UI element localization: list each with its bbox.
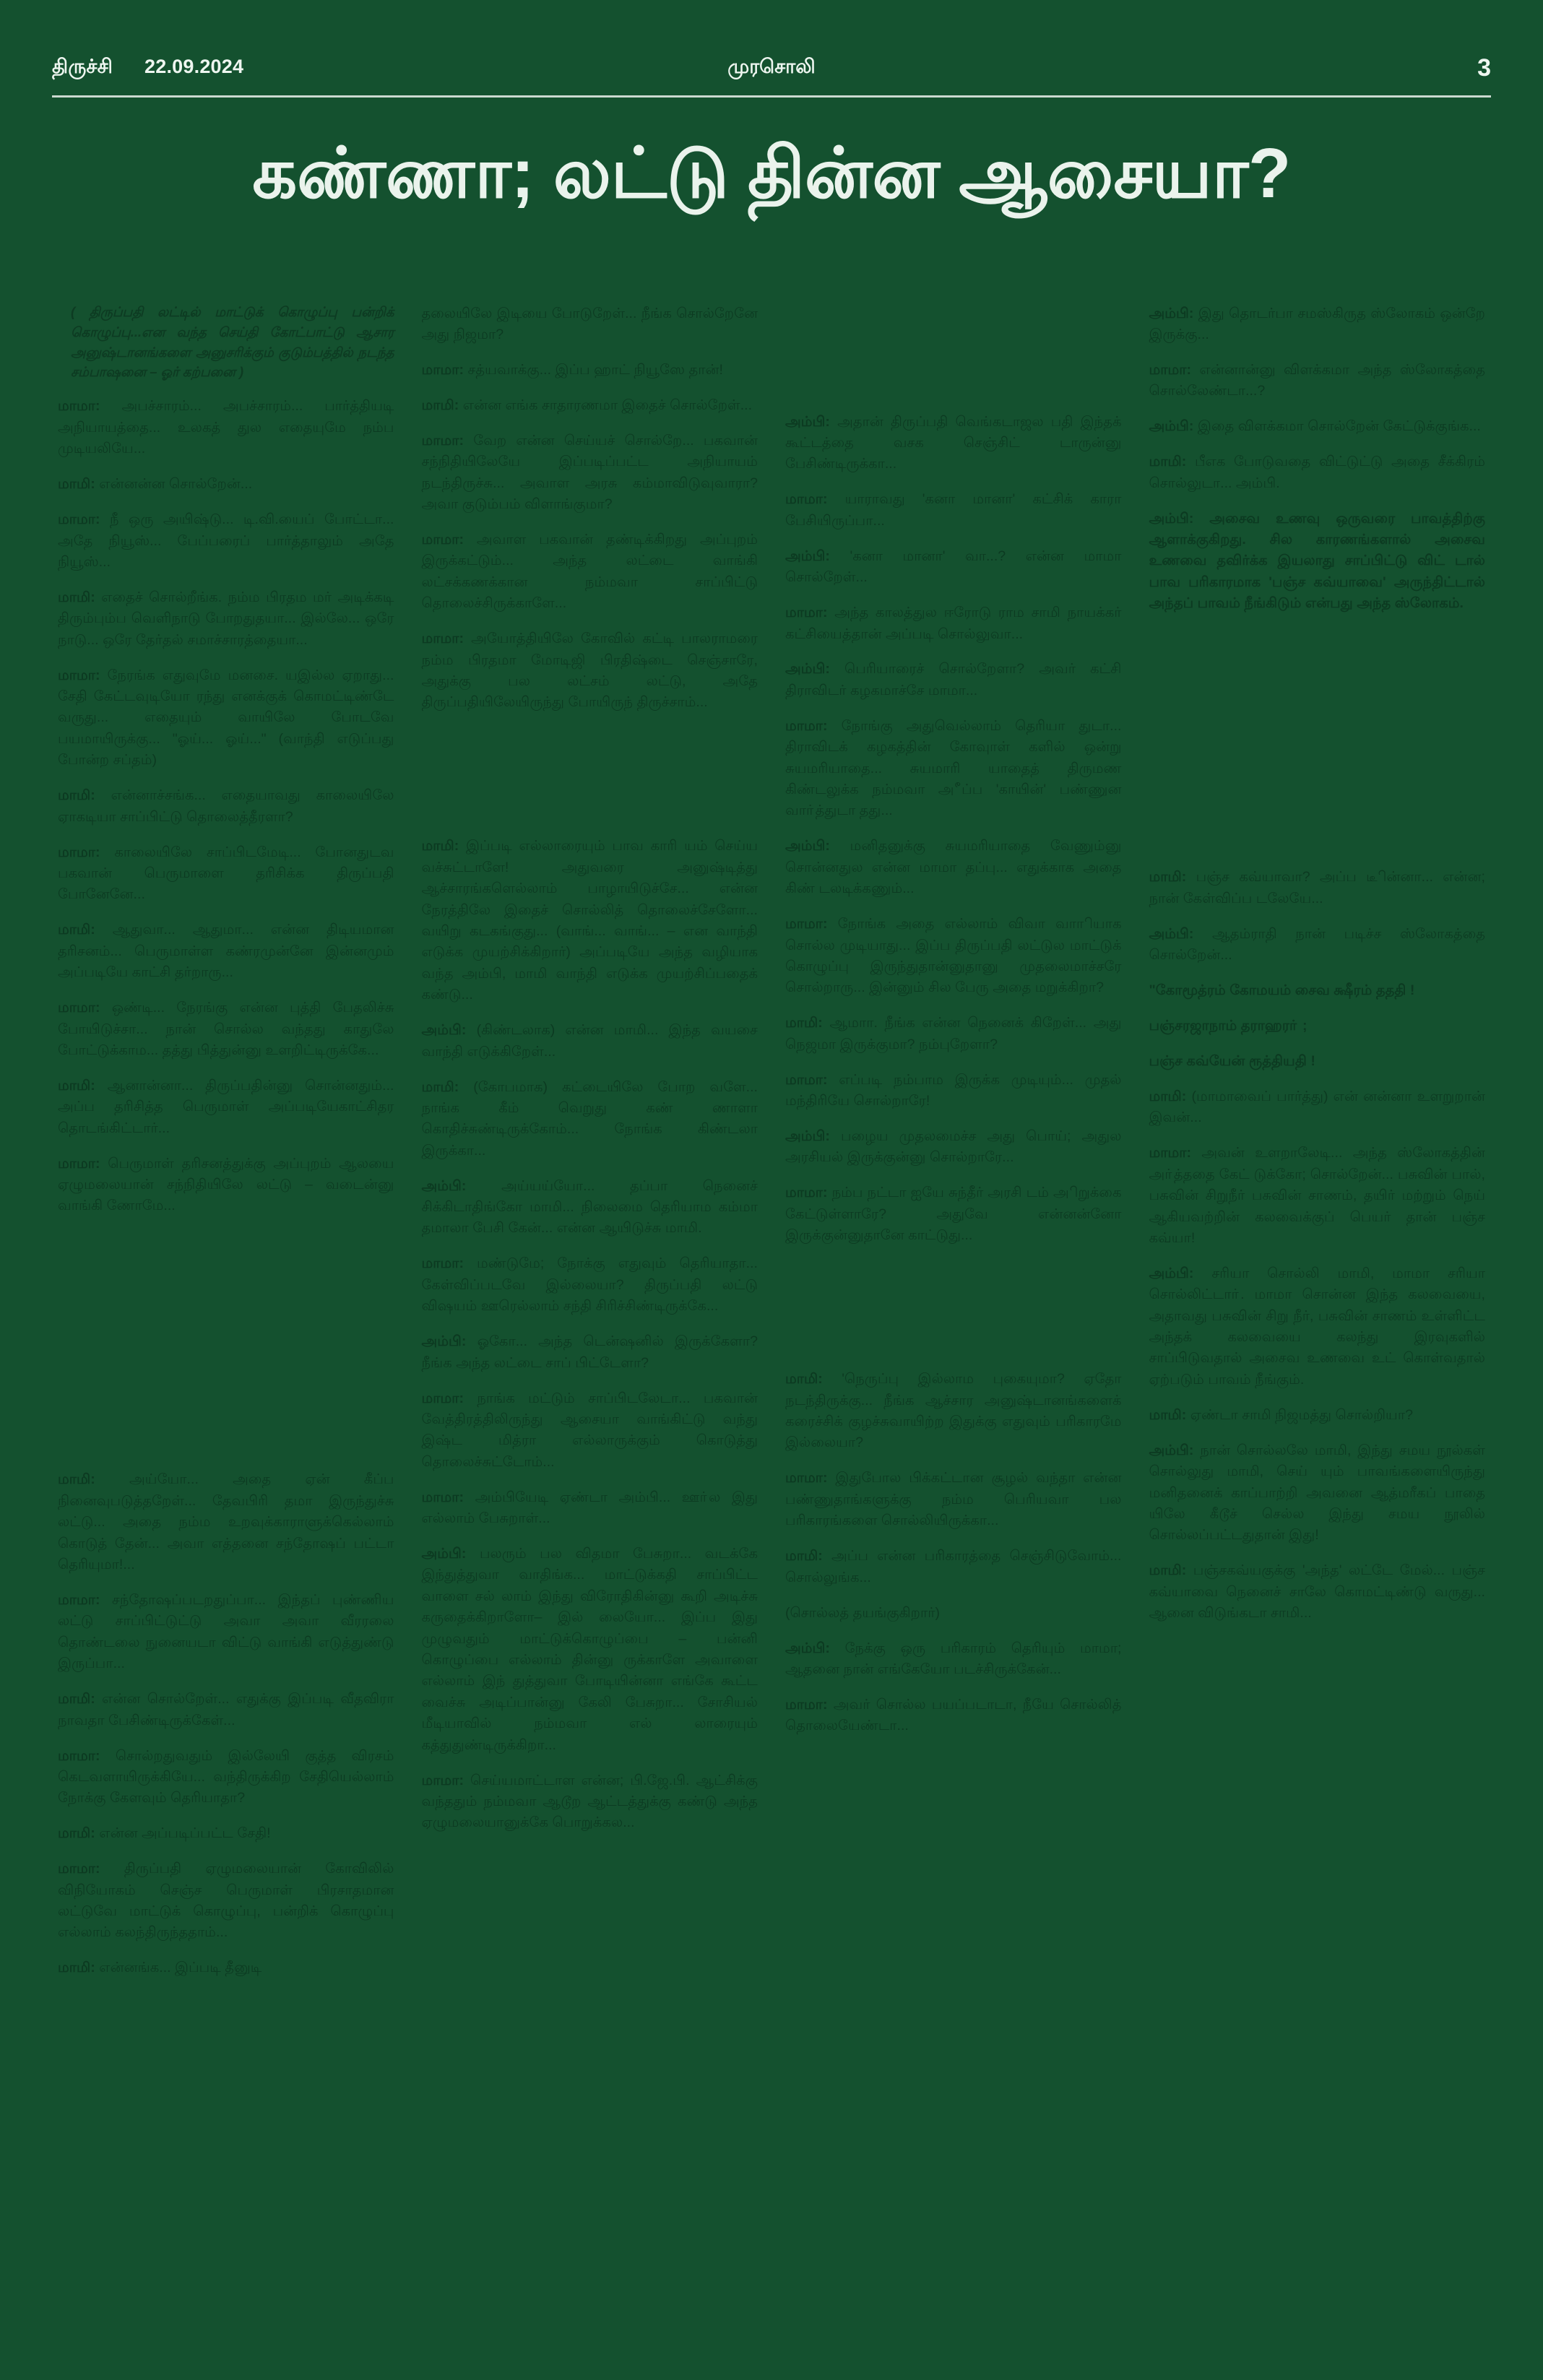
dialogue-text: நேரங்க எதுவுமே மனசை. யஇல்ல ஏறாது... சேதி கேட்டவுடியோ ரந்து எனக்குக் கொமட்டிண்டே வருது... எதையும் வாயிலே போடவே பயமாயிருக்கு... "ஓய்... ஓய்..." (வாந்தி எடுப்பது போன்ற சப்தம்) xyxy=(58,667,394,769)
text-column xyxy=(785,289,1122,2351)
dialogue-speaker: அம்பி: xyxy=(421,1546,467,1562)
dialogue-line xyxy=(785,1468,1122,1531)
dialogue-line xyxy=(785,489,1122,532)
dialogue-speaker: மாமா: xyxy=(421,1390,464,1406)
dialogue-line xyxy=(1149,509,1486,615)
masthead-divider xyxy=(52,95,1491,98)
dialogue-speaker: அம்பி: xyxy=(1149,925,1194,942)
dialogue-line xyxy=(1149,1405,1486,1426)
dialogue-text: எதைச் சொல்றீங்க. நம்ம பிரதம மர் அடிக்கடி திரும்பும்ப வெளிநாடு போறதுதயா... இல்லே... ஒரே நாடு... ஒரே தேர்தல் சமாச்சாரத்தையா... xyxy=(58,589,394,648)
article-columns xyxy=(58,289,1485,2351)
dialogue-speaker: மாமி: xyxy=(58,1077,95,1094)
dialogue-speaker: மாமி: xyxy=(1149,869,1187,886)
dialogue-line xyxy=(58,1858,394,1944)
dialogue-text: இது தொடர்பா சமஸ்கிருத ஸ்லோகம் ஒன்றே இருக்கு... xyxy=(1149,305,1485,342)
dialogue-line xyxy=(58,998,394,1061)
dialogue-speaker: மாமி: xyxy=(421,397,459,413)
dialogue-text: சந்தோஷப்படறதுப்பா... இந்தப் புண்ணிய லட்டு சாப்பிட்டுட்டு அவா அவா வீரரலை தொண்டலை நுனையடா விட்டு வாங்கி எடுத்துண்டு இருப்பா... xyxy=(58,1592,394,1672)
dialogue-speaker: மாமா: xyxy=(58,1592,100,1608)
dialogue-text: வேற என்ன செய்யச் சொல்றே... பகவான் சந்நிதியிலேயே இப்படிப்பட்ட அநியாயம் நடந்திருச்சு... அவாள அரசு கம்மாவிடுவுவாரா? அவா குடும்பம் விளாங்குமா? xyxy=(421,432,758,513)
dialogue-speaker: அம்பி: xyxy=(1149,1265,1194,1281)
dialogue-text: அய்யோ... அதை ஏன் கீப்ப நினைவுபடுத்தறேள்... தேவபிரி தமா இருந்துச்சு லட்டு... அதை நம்ம உறவுக்காராளுக்கெல்லாம் கொடுத் தேன்... அவா எத்தனை சந்தோஷப் பட்டா தெரியுமா!... xyxy=(58,1471,394,1573)
dialogue-line xyxy=(58,587,394,651)
dialogue-text: என்ன சொல்றேள்... எதுக்கு இப்படி வீதவிரா நாவதா பேசிண்டிருக்கேள்... xyxy=(58,1691,394,1728)
dialogue-line xyxy=(785,1182,1122,1246)
dialogue-text: திருப்பதி ஏழுமலையான் கோவிலில் விநியோகம் செஞ்ச பெருமாள் பிரசாதமான லட்டுவே மாட்டுக் கொழுப்பு, பன்றிக் கொழுப்பு எல்லாம் கலந்திருந்ததாம்... xyxy=(58,1861,394,1941)
dialogue-text: பழைய முதலமைச்ச அது பொய்; அதுல அரசியல் இருக்குன்னு சொல்றாரே... xyxy=(785,1128,1122,1166)
dialogue-line xyxy=(58,1469,394,1575)
dialogue-line xyxy=(1149,303,1486,346)
article-intro-note: ( திருப்பதி லட்டில் மாட்டுக் கொழுப்பு பன்றிக் கொழுப்பு...என வந்த செய்தி கோட்பாட்டு ஆசார அனுஷ்டானங்களை அனுசரிக்கும் குடும்பத்தில் நடந்த சம்பாஷனை – ஓர் கற்பனை ) xyxy=(71,304,394,380)
dialogue-speaker: மாமா: xyxy=(58,398,100,415)
dialogue-line xyxy=(1149,867,1486,909)
dialogue-line xyxy=(58,1957,394,1978)
sanskrit-verse-line: பஞ்ச கவ்யேன் ரூத்தியதி ! xyxy=(1149,1052,1315,1069)
dialogue-line xyxy=(58,1746,394,1809)
dialogue-line xyxy=(1149,1086,1486,1129)
dialogue-speaker: மாமா: xyxy=(785,1071,828,1088)
column-spacer xyxy=(1149,615,1486,853)
dialogue-line xyxy=(1149,451,1486,494)
dialogue-speaker: அம்பி: xyxy=(785,1640,830,1656)
edition-name: திருச்சி xyxy=(52,55,113,77)
dialogue-line xyxy=(1149,1440,1486,1546)
dialogue-speaker: மாமி: xyxy=(58,787,95,804)
dialogue-line xyxy=(785,1638,1122,1681)
dialogue-text: என்னாச்சங்க... எதையாவது காலையிலே ஏாகடியா சாப்பிட்டு தொலைத்தீரளா? xyxy=(58,787,394,825)
dialogue-speaker: மாமா: xyxy=(785,717,828,734)
dialogue-line xyxy=(422,1770,758,1834)
dialogue-speaker: மாமா: xyxy=(421,1772,464,1788)
dialogue-speaker: அம்பி: xyxy=(785,413,830,430)
dialogue-line xyxy=(785,716,1122,822)
dialogue-line xyxy=(58,842,394,906)
dialogue-text: அந்த காலத்துல ஈரோடு ராம சாமி நாயக்கர் கட்சியைத்தான் அப்படி சொல்லுவா... xyxy=(785,605,1122,642)
sanskrit-verse-line: பஞ்சரஜாநாம் தராஹரா் ; xyxy=(1149,1017,1308,1034)
dialogue-text: ஆனான்னா... திருப்பதின்னு சொன்னதும்... அப்ப தரிசித்த பெருமாள் அப்படியேகாட்சிதர தொடங்கிட்டார்... xyxy=(58,1077,394,1136)
dialogue-text: எப்படி நம்பாம இருக்க முடியும்... முதல் மந்திரியே சொல்றாரே! xyxy=(785,1071,1122,1109)
dialogue-text: ஏண்டா சாமி நிஜமத்து சொல்றியா? xyxy=(1190,1406,1413,1423)
dialogue-line xyxy=(422,1020,758,1063)
dialogue-line xyxy=(785,659,1122,701)
dialogue-text: மண்டுமே; நோக்கு எதுவும் தெரியாதா... கேள்விப்படவே இல்லையா? திருப்பதி லட்டு விஷயம் ஊரெல்லாம் சந்தி சிரிச்சிண்டிருக்கே... xyxy=(421,1255,758,1315)
dialogue-line xyxy=(58,509,394,573)
dialogue-speaker: மாமா: xyxy=(1149,1145,1192,1161)
dialogue-line xyxy=(785,1369,1122,1454)
dialogue-line xyxy=(58,665,394,771)
dialogue-line xyxy=(785,546,1122,589)
dialogue-speaker: மாமா: xyxy=(58,1155,100,1172)
sanskrit-verse-line: "கோமூத்ரம் கோமயம் சைவ க்ஷீரம் தததி ! xyxy=(1149,982,1415,998)
dialogue-speaker: மாமி: xyxy=(58,476,95,493)
dialogue-text: அவன் உளறாலேடி... அந்த ஸ்லோகத்தின் அா்த்ததை கேட் டுக்கோ; சொல்றேன்... பசுவின் பால், பசுவின் சிறுநீர் பசுவின் சாணம், தயிர் மற்றும் நெய் ஆகியவற்றின் கலவைக்குப் பெயர் தான் பஞ்ச கவ்யா! xyxy=(1149,1145,1485,1246)
dialogue-line xyxy=(785,412,1122,475)
dialogue-text: பெரியாரைச் சொல்றேளா? அவர் கட்சி திராவிடர் கழகமாச்சே மாமா... xyxy=(785,661,1122,698)
dialogue-speaker: மாமா: xyxy=(1149,361,1192,378)
dialogue-speaker: மாமி: xyxy=(1149,1406,1187,1423)
dialogue-speaker: மாமா: xyxy=(785,491,828,508)
dialogue-text: அய்யய்யோ... தப்பா நெனைச் சிக்கிடாதிங்கோ மாமி... நிலைமை தெரியாம கம்மா தமாலா பேசி கேன்... என்ன ஆயிடுச்சு மாமி. xyxy=(421,1177,758,1237)
dialogue-speaker: அம்பி: xyxy=(421,1022,467,1039)
dialogue-line xyxy=(58,785,394,828)
dialogue-text: அபச்சாரம்... அபச்சாரம்... பார்த்தியடி அநியாயத்தை... உலகத் துல எதையுமே நம்ப முடியலியே... xyxy=(58,398,394,457)
dialogue-text: (கோபமாக) கட்டையிலே போற வளே... நாங்க கீம் வெறுது கண் ணாளா கொதிச்சுண்டிருக்கோம்... நோங்க கிண்டலா இருக்கா... xyxy=(421,1078,758,1159)
dialogue-speaker: அம்பி: xyxy=(785,1128,830,1145)
dialogue-text: என்ன எங்க சாதாரணமா இதைச் சொல்றேள்... xyxy=(462,397,753,413)
dialogue-text: ஆதுவா... ஆதுமா... என்ன திடியமான தரிசனம்... பெருமாள்ள கண்ரமுன்னே இன்னமும் அப்படியே காட்சி தர்றாரு... xyxy=(58,922,394,981)
dialogue-line xyxy=(1149,416,1486,437)
dialogue-speaker: மாமா: xyxy=(785,1185,828,1201)
dialogue-line xyxy=(785,1603,1122,1624)
dialogue-speaker: மாமி: xyxy=(1149,1088,1187,1104)
dialogue-speaker: மாமி: xyxy=(1149,1562,1187,1579)
dialogue-text: இப்படி எல்லாரையும் பாவ காரி யம் செய்ய வச்சுட்டாளே! அதுவரை அனுஷ்டித்து ஆச்சாரங்களெல்லாம் பாழாயிடுச்சே... என்ன நேரத்திலே இதைச் சொல்லித் தொலைச்சேளோ... வயிறு கடகங்குது... (வாங்... வாங்... – என வாந்தி எடுக்க முயற்சிக்கிறார்) அப்படியே அந்த வழியாக வந்த அம்பி, மாமி வாந்தி எடுக்க முயற்சிப்பதைக் கண்டு... xyxy=(421,838,758,1003)
dialogue-text: ஒண்டி... நேரங்கு என்ன புத்தி பேதலிச்சு போயிடுச்சா... நான் சொல்ல வந்தது காதுலே போட்டுக்காம... தத்து பித்துன்னு உளறிட்டிருக்கே... xyxy=(58,1000,394,1058)
dialogue-line xyxy=(785,836,1122,899)
dialogue-text: இதுபோல பிக்கட்டான சூழல் வந்தா என்ன பண்ணுதாங்களுக்கு நம்ம பெரியவா பல பரிகாரங்களை சொல்லியிருக்கா... xyxy=(785,1470,1122,1529)
dialogue-speaker: அம்பி: xyxy=(785,548,830,564)
dialogue-line xyxy=(1149,1143,1486,1249)
dialogue-text: நம்ப நட்டா ஐயே சுந்தீர் அரசி டம் அிறுக்கை கேட்டுள்ளாரே? அதுவே என்னன்னோ இருக்குன்னுதானே காட்டுது... xyxy=(785,1185,1122,1244)
dialogue-text: பலரும் பல விதமா பேசுறா... வடக்கே இந்துத்துவா வாதிங்க... மாட்டுக்கதி சாப்பிட்ட வாளை சல் லாம் இந்து விரோதிகின்னு கூறி அடிச்சு கருதைக்கிறாளோ– இல் லையோ... இப்ப இது முழுவதும் மாட்டுக்கொழுப்பை – பன்னி கொழுப்பை எல்லாம் தின்னு ருக்காளே அவாளை எல்லாம் இந் துத்துவா போடியின்னா எங்கே கூட்ட வைச்சு அடிப்பான்னு கேலி பேசுறா... சோசியல் மீடியாவில் நம்மவா எல் லாரையும் கத்துதுண்டிருக்கிறா... xyxy=(421,1546,758,1753)
dialogue-line xyxy=(58,919,394,983)
dialogue-text: ஓகோ... அந்த டென்ஷனில் இருக்கேளா? நீங்க அந்த லட்டை சாப் பிட்டேளா? xyxy=(421,1333,758,1371)
publication-name: முரசொலி xyxy=(727,55,816,77)
dialogue-text: பஞ்சகவ்யகுக்கு 'அந்த' லட்டே மேல்... பஞ்ச கவ்யாவை நெனைச் சாலே கொமட்டிண்டு வருது... ஆனை விடுங்கடா சாமி... xyxy=(1149,1562,1485,1622)
dialogue-text: யாராவது 'கனா மானா' கட்சிக் காரா பேசியிருப்பா... xyxy=(785,491,1122,529)
dialogue-line xyxy=(58,1076,394,1139)
dialogue-line xyxy=(785,602,1122,645)
dialogue-text: நேக்கு ஒரு பரிகாரம் தெரியும் மாமா; ஆதனை நான் எங்கேயோ படச்சிருக்கேன்... xyxy=(785,1640,1122,1677)
dialogue-text: அவர் சொல்ல பயப்படாடா, நீயே சொல்லித் தொலையேண்டா... xyxy=(785,1696,1122,1734)
dialogue-text: (கிண்டலாக) என்ன மாமி... இந்த வயசை வாந்தி எடுக்கிறேள்... xyxy=(421,1022,758,1060)
dialogue-line xyxy=(785,1013,1122,1055)
dialogue-speaker: அம்பி: xyxy=(785,661,830,678)
dialogue-text: (மாமாவைப் பார்த்து) என் னன்னா உளறுறான் இவன்... xyxy=(1149,1088,1485,1126)
dialogue-text: சரியா சொல்லி மாமி, மாமா சரியா சொல்லிட்டாா். மாமா சொன்ன இந்த கலவையை, அதாவது பசுவின் சிறு நீர், பசுவின் சாணம் உள்ளிட்ட அந்தக் கலவையை கலந்து இரவுகளில் சாப்பிடுவதால் அசைவ உணவை உட் கொள்வதால் ஏற்படும் பாவம் நீங்கும். xyxy=(1149,1265,1485,1388)
dialogue-line xyxy=(785,1546,1122,1588)
dialogue-line xyxy=(422,836,758,1005)
dialogue-text: தலையிலே இடியை போடுறேள்... நீங்க சொல்றேனே அது நிஜமா? xyxy=(421,305,758,342)
dialogue-text: நான் சொல்லலே மாமி, இந்து சமய நூல்கள் சொல்லுது மாமி, செய் யும் பாவங்களையிருந்து மனிதனைக் காப்பாற்றி அவனை ஆத்மரீகப் பாதை யிலே கீடூச் செல்ல இந்து சமய நூலில் சொல்லப்பட்டதுதான் இது! xyxy=(1149,1442,1485,1544)
dialogue-speaker: மாமி: xyxy=(58,589,95,605)
dialogue-speaker: அம்பி: xyxy=(1149,510,1194,527)
dialogue-text: என்ன அப்படிப்பட்ட சேதி! xyxy=(99,1825,271,1842)
dialogue-text: மனிதனுக்கு சுயமரியாதை வேணும்னு சொன்னதுல என்ன மாமா தப்பு... எதுக்காக அதை கிண் டலடிக்கணும்... xyxy=(785,838,1122,897)
dialogue-speaker: மாமா: xyxy=(785,605,828,621)
dialogue-line xyxy=(422,1388,758,1474)
dialogue-speaker: மாமி: xyxy=(785,1371,823,1388)
dialogue-line xyxy=(422,1331,758,1374)
dialogue-text: (சொல்லத் தயங்குகிறார்) xyxy=(785,1604,941,1621)
dialogue-speaker: மாமா: xyxy=(58,511,100,528)
dialogue-speaker: மாமி: xyxy=(421,1078,459,1095)
column-spacer xyxy=(785,1247,1122,1355)
dialogue-speaker: அம்பி: xyxy=(421,1177,467,1194)
dialogue-speaker: மாமா: xyxy=(421,631,464,647)
dialogue-line xyxy=(58,1590,394,1675)
dialogue-line xyxy=(422,360,758,381)
dialogue-line xyxy=(1149,360,1486,402)
dialogue-line xyxy=(422,529,758,615)
dialogue-speaker: மாமா: xyxy=(421,361,464,378)
dialogue-speaker: மாமி: xyxy=(785,1015,823,1031)
dialogue-speaker: மாமா: xyxy=(58,667,100,683)
dialogue-speaker: மாமி: xyxy=(58,1471,95,1488)
column-spacer xyxy=(785,289,1122,397)
dialogue-line xyxy=(58,1823,394,1844)
dialogue-speaker: அம்பி: xyxy=(1149,418,1194,435)
dialogue-text: அதான் திருப்பதி வெங்கடாஜல பதி இந்தக் கூட்டத்தை வசக செஞ்சிட் டாருன்னு பேசிண்டிருக்கா... xyxy=(785,413,1122,472)
dialogue-text: ஆதம்ராதி நான் படிச்ச ஸ்லோகத்தை சொல்றேன்... xyxy=(1149,925,1486,964)
dialogue-text: என்னங்க... இப்படி தீனுடி xyxy=(99,1960,262,1976)
dialogue-speaker: மாமா: xyxy=(58,844,100,860)
dialogue-text: பஞ்ச கவ்யாவா? அப்ப டிீன்னா... என்ன; நான் கேள்விப்ப டலேயே... xyxy=(1149,869,1485,906)
dialogue-line xyxy=(422,395,758,416)
dialogue-line xyxy=(422,628,758,714)
dialogue-line xyxy=(785,1695,1122,1737)
dialogue-line xyxy=(422,1077,758,1162)
dialogue-text: அம்பியேடி ஏண்டா அம்பி... ஊா்ல இது எல்லாம் பேசுறாள்... xyxy=(421,1489,758,1527)
dialogue-line xyxy=(58,396,394,459)
dialogue-line xyxy=(785,1126,1122,1169)
dialogue-text: பெருமாள் தரிசனத்துக்கு அப்புறம் ஆலயை ஏழுமலையான் சந்நிதியிலே லட்டு – வடைன்னு வாங்கி ணோமே... xyxy=(58,1155,394,1214)
dialogue-speaker: மாமா: xyxy=(58,1000,100,1016)
dialogue-speaker: மாமி: xyxy=(58,1960,95,1976)
dialogue-speaker: மாமா: xyxy=(785,1470,828,1487)
text-column xyxy=(422,289,758,2351)
dialogue-speaker: மாமி: xyxy=(58,1825,95,1842)
dialogue-text: 'கனா மானா' வா...? என்ன மாமா சொல்றேள்... xyxy=(785,548,1122,586)
dialogue-text: அப்ப என்ன பரிகாரத்தை செஞ்சிடுவோம்... சொல்லுங்க... xyxy=(785,1548,1122,1585)
dialogue-line xyxy=(422,1176,758,1239)
dialogue-line xyxy=(1149,1560,1486,1624)
page-title: கண்ணா; லட்டு தின்ன ஆசையா? xyxy=(252,134,1291,212)
dialogue-speaker: மாமி: xyxy=(1149,454,1187,470)
column-spacer xyxy=(58,1217,394,1455)
dialogue-line xyxy=(58,1689,394,1731)
dialogue-line xyxy=(422,1487,758,1530)
dialogue-speaker: மாமி: xyxy=(58,922,95,938)
dialogue-text: இதை விளக்கமா சொல்றேன் கேட்டுக்குங்க... xyxy=(1197,418,1481,435)
dialogue-speaker: மாமா: xyxy=(785,916,828,932)
dialogue-line xyxy=(785,914,1122,999)
dialogue-text: நோங்க அதை எல்லாம் விவா வாாியாக சொல்ல முடியாது... இப்ப திருப்பதி லட்டுல மாட்டுக் கொழுப்பு இருந்துதான்னுதானு முதலைமாச்சரே சொல்றாரு... இன்னும் சில பேரு அதை மறுக்கிறா? xyxy=(785,916,1122,996)
dialogue-text: என்னன்ன சொல்றேன்... xyxy=(99,476,253,493)
dialogue-line xyxy=(785,1070,1122,1112)
page-number: 3 xyxy=(1477,53,1491,82)
dialogue-speaker: மாமா: xyxy=(785,1696,828,1713)
dialogue-text: நாங்க மட்டும் சாப்பிடலேடா... பகவான் வேத்திரத்திலிருந்து ஆசையா வாங்கிட்டு வந்து இஷ்ட மித்ரா எல்லாருக்கும் கொடுத்து தொலைச்சுட்டோம்... xyxy=(421,1390,758,1470)
dialogue-text: சத்யவாக்கு... இப்ப ஹாட் நியூஸே தான்! xyxy=(467,361,723,378)
dialogue-text: அவாள பகவான் தண்டிக்கிறது அப்புறம் இருக்கட்டும்... அந்த லட்டை வாங்கி லட்சக்கணக்கான நம்மவா சாப்பிட்டு தொலைச்சிருக்காளே... xyxy=(421,532,758,612)
dialogue-line xyxy=(1149,924,1486,966)
dialogue-speaker: மாமா: xyxy=(421,1255,464,1272)
dialogue-line xyxy=(422,430,758,516)
dialogue-speaker: மாமா: xyxy=(58,1747,100,1764)
dialogue-text: செய்யமாட்டாள என்ன; பி.ஜே.பி. ஆட்சிக்கு வந்ததும் நம்மவா ஆடூற ஆட்டத்துக்கு கண்டு அந்த ஏழுமலையானுக்கே பொறுக்கல... xyxy=(421,1772,758,1831)
dialogue-text: காலையிலே சாப்பிடமேடி... போனதுடவ பகவான் பெருமாளை தரிசிக்க திருப்பதி போனேனே... xyxy=(58,844,394,903)
dialogue-speaker: மாமா: xyxy=(421,532,464,548)
dialogue-line xyxy=(422,303,758,346)
text-column xyxy=(1149,289,1486,2351)
masthead xyxy=(52,52,1491,84)
dialogue-line xyxy=(422,1253,758,1317)
dialogue-speaker: மாமா: xyxy=(58,1861,100,1877)
dialogue-text: 'நெருப்பு இல்லாம புகையுமா? ஏதோ நடந்திருக்கு... நீங்க ஆச்சார அனுஷ்டானங்களைக் கரைச்சிக் குழச்சுவாயிற்ற இதுக்கு எதுவும் பரிகாரமே இல்லையா? xyxy=(785,1371,1122,1451)
dialogue-text: சொல்றதுவதும் இல்லேயி குத்த விரசம் கெடவளாயிருக்கியே... வந்திருக்கிற சேதியெல்லாம் நோக்கு கேளவும் தெரியாதா? xyxy=(58,1747,394,1806)
dialogue-text: அயோத்தியிலே கோவில் கட்டி பாலராமரை நம்ம பிரதமா மோடிஜி பிரதிஷ்டை செஞ்சாரே, அதுக்கு பல லட்சம் லட்டு, அதே திருப்பதியிலேயிருந்து போயிருந் திருச்சாம்... xyxy=(421,631,758,711)
dialogue-line xyxy=(422,1544,758,1756)
text-column xyxy=(58,289,394,2351)
dialogue-speaker: அம்பி: xyxy=(1149,305,1194,321)
dialogue-speaker: அம்பி: xyxy=(1149,1442,1194,1458)
dialogue-line xyxy=(58,474,394,495)
dialogue-text: பீஎக போடுவதை விட்டுட்டு அதை சீக்கிரம் சொல்லுடா... அம்பி. xyxy=(1149,454,1485,491)
publication-date: 22.09.2024 xyxy=(144,55,244,77)
dialogue-speaker: மாமி: xyxy=(421,838,459,854)
dialogue-speaker: அம்பி: xyxy=(421,1333,467,1350)
dialogue-speaker: மாமா: xyxy=(421,432,464,449)
dialogue-speaker: மாமி: xyxy=(785,1548,823,1565)
dialogue-text: நோங்கு அதுவெல்லாம் தெரியா துடா... திராவிடக் கழகத்தின் கோவுாள் களில் ஒன்று சுயமரியாதை... சுயமாரி யாதைத் திருமண கிண்டலுக்க நம்மவா அீப்ப 'காயின்' பண்ணுன வாா்த்துடா தது... xyxy=(785,717,1122,819)
dialogue-speaker: அம்பி: xyxy=(785,838,830,854)
dialogue-text: நீ ஒரு அயிஷ்டு... டி.வி.யைப் போட்டா... அதே நியூஸ்... பேப்பரைப் பார்த்தாலும் அதே நியூஸ்... xyxy=(58,511,394,570)
dialogue-line xyxy=(1149,1263,1486,1390)
column-spacer xyxy=(422,714,758,822)
dialogue-speaker: மாமி: xyxy=(58,1691,95,1708)
dialogue-text: ஆமாா. நீங்க என்ன நெனைக் கிறேள்... அது நெஜமா இருக்குமா? நம்புறேளா? xyxy=(785,1015,1122,1052)
dialogue-speaker: மாமா: xyxy=(421,1489,464,1505)
dialogue-text: அசைவ உணவு ஒருவரை பாவத்திற்கு ஆளாக்குகிறது. சில காரணங்களால் அசைவ உணவை தவிர்க்க இயலாது சாப்பிட்டு விட் டால் பாவ பரிகாரமாக 'பஞ்ச கவ்யாவை' அருந்திட்டால் அந்தப் பாவம் நீங்கிடும் என்பது அந்த ஸ்லோகம். xyxy=(1149,510,1485,612)
dialogue-text: என்னான்னு விளக்கமா அந்த ஸ்லோகத்தை சொல்லேண்டா...? xyxy=(1149,361,1485,399)
dialogue-line xyxy=(58,1154,394,1217)
